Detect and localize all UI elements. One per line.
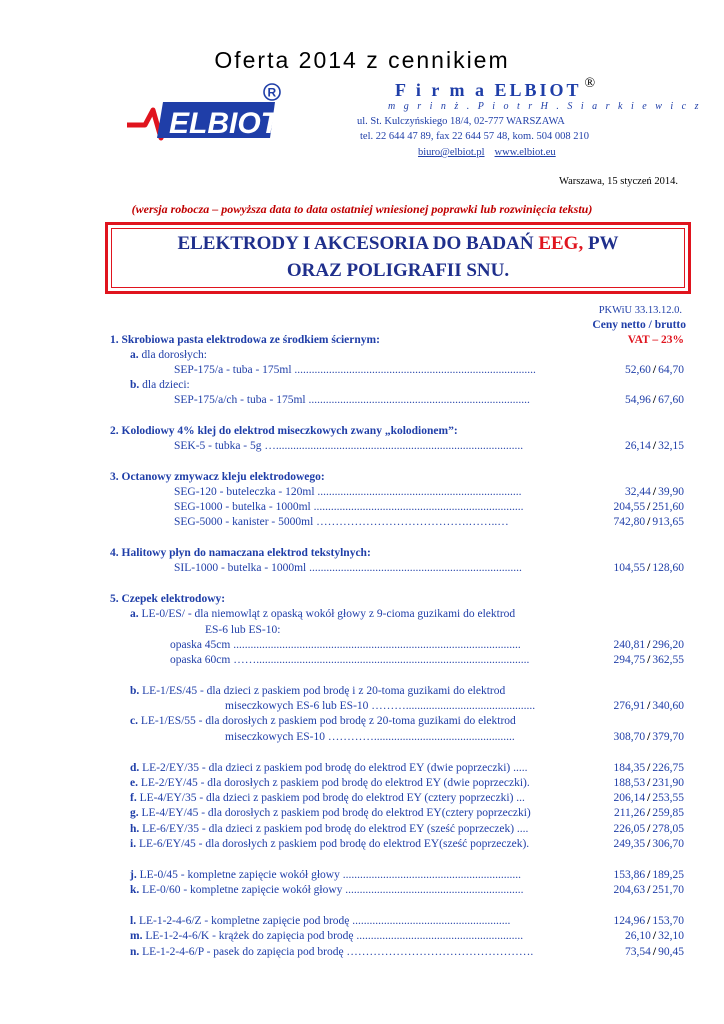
price: 206,14 / 253,55	[613, 792, 684, 804]
product-line: SEG-120 - buteleczka - 120ml .......................................................................	[174, 486, 522, 498]
list-item: k. LE-0/60 - kompletne zapięcie wokół głowy ..............................................................	[130, 884, 524, 896]
list-item: m. LE-1-2-4-6/K - krążek do zapięcia pod brodę ..........................................................	[130, 930, 524, 942]
price: 742,80 / 913,65	[613, 516, 684, 528]
section-heading: 3. Octanowy zmywacz kleju elektrodowego:	[110, 471, 325, 483]
price: 26,14 / 32,15	[625, 440, 684, 452]
price: 211,26 / 259,85	[613, 807, 684, 819]
list-item: a. dla dorosłych:	[130, 349, 207, 361]
list-item: d. LE-2/EY/35 - dla dzieci z paskiem pod brodę do elektrod EY (dwie poprzeczki) .....	[130, 762, 528, 774]
price: 276,91 / 340,60	[613, 700, 684, 712]
product-line: SEG-1000 - butelka - 1000ml .........................................................................	[174, 501, 524, 513]
list-item: g. LE-4/EY/45 - dla dorosłych z paskiem pod brodę do elektrod EY(cztery poprzeczki)	[130, 807, 531, 819]
svg-text:R: R	[267, 85, 277, 100]
price: 204,55 / 251,60	[613, 501, 684, 513]
headline-line1: ELEKTRODY I AKCESORIA DO BADAŃ EEG, PW	[177, 233, 619, 254]
section-heading: 4. Halitowy płyn do namaczana elektrod tekstylnych:	[110, 547, 371, 559]
list-item: e. LE-2/EY/45 - dla dorosłych z paskiem pod brodę do elektrod EY (dwie poprzeczki).	[130, 777, 530, 789]
section-heading: 1. Skrobiowa pasta elektrodowa ze środkiem ściernym:	[110, 334, 380, 346]
headline-box	[105, 222, 691, 294]
price: 124,96 / 153,70	[613, 915, 684, 927]
firm-name: F i r m a ELBIOT ®	[395, 76, 599, 100]
list-item: a. LE-0/ES/ - dla niemowląt z opaską wokół głowy z 9-cioma guzikami do elektrod	[130, 608, 516, 620]
logo-text: ELBIOT	[169, 107, 279, 140]
registered-mark: ®	[584, 76, 599, 91]
list-item: f. LE-4/EY/35 - dla dzieci z paskiem pod brodę do elektrod EY (cztery poprzeczki) ...	[130, 792, 525, 804]
product-line: SEG-5000 - kanister - 5000ml ………………………………….……..…	[174, 516, 509, 528]
list-item: j. LE-0/45 - kompletne zapięcie wokół głowy ..............................................................	[130, 869, 521, 881]
product-line: SEP-175/a/ch - tuba - 175ml .............................................................................	[174, 394, 530, 406]
price: 52,60 / 64,70	[625, 364, 684, 376]
price: 204,63 / 251,70	[613, 884, 684, 896]
list-item: l. LE-1-2-4-6/Z - kompletne zapięcie pod brodę .......................................................	[130, 915, 511, 927]
price: 104,55 / 128,60	[613, 562, 684, 574]
list-item-cont: ES-6 lub ES-10:	[205, 624, 281, 636]
product-line: miseczkowych ES-6 lub ES-10 ……….............................................	[225, 700, 536, 712]
list-item: c. LE-1/ES/55 - dla dorosłych z paskiem pod brodę z 20-toma guzikami do elektrod	[130, 715, 516, 727]
price: 26,10 / 32,10	[625, 930, 684, 942]
elbiot-logo	[125, 80, 285, 150]
document-date: Warszawa, 15 styczeń 2014.	[559, 176, 678, 187]
price: 249,35 / 306,70	[613, 838, 684, 850]
product-line: miseczkowych ES-10 ………….................................................	[225, 731, 515, 743]
price: 153,86 / 189,25	[613, 869, 684, 881]
contact-phones: tel. 22 644 47 89, fax 22 644 57 48, kom. 504 008 210	[360, 131, 589, 142]
person-name: m g r i n ż . P i o t r H . S i a r k i e w i c z	[388, 101, 702, 112]
price: 226,05 / 278,05	[613, 823, 684, 835]
prices-label: Ceny netto / brutto	[592, 319, 686, 331]
pkwiu-code: PKWiU 33.13.12.0.	[598, 305, 682, 316]
list-item: b. LE-1/ES/45 - dla dzieci z paskiem pod brodę i z 20-toma guzikami do elektrod	[130, 685, 506, 697]
price: 188,53 / 231,90	[613, 777, 684, 789]
product-line: SEK-5 - tubka - 5g …......................................................................................	[174, 440, 524, 452]
price: 73,54 / 90,45	[625, 946, 684, 958]
product-line: SEP-175/a - tuba - 175ml ....................................................................................	[174, 364, 536, 376]
headline-line2: ORAZ POLIGRAFII SNU.	[286, 260, 510, 281]
product-line: SIL-1000 - butelka - 1000ml ..........................................................................	[174, 562, 522, 574]
list-item: i. LE-6/EY/45 - dla dorosłych z paskiem pod brodę do elektrod EY(sześć poprzeczek).	[130, 838, 530, 850]
section-heading: 2. Kolodiowy 4% klej do elektrod miseczkowych zwany „kolodionem”:	[110, 425, 458, 437]
www-link[interactable]: www.elbiot.eu	[494, 147, 556, 158]
contact-links	[418, 147, 566, 158]
price: 240,81 / 296,20	[613, 639, 684, 651]
price: 54,96 / 67,60	[625, 394, 684, 406]
draft-note: (wersja robocza – powyższa data to data ostatniej wniesionej poprawki lub rozwinięcia tekstu)	[131, 202, 593, 216]
address: ul. St. Kulczyńskiego 18/4, 02-777 WARSZAWA	[357, 116, 565, 127]
price: 308,70 / 379,70	[613, 731, 684, 743]
product-line: opaska 60cm ……...............................................................................................	[170, 654, 530, 666]
list-item: h. LE-6/EY/35 - dla dzieci z paskiem pod brodę do elektrod EY (sześć poprzeczek) ....	[130, 823, 529, 835]
list-item: n. LE-1-2-4-6/P - pasek do zapięcia pod brodę ………………………………………….	[130, 946, 534, 958]
price: 32,44 / 39,90	[625, 486, 684, 498]
section-heading: 5. Czepek elektrodowy:	[110, 593, 226, 605]
email-link[interactable]: biuro@elbiot.pl	[418, 147, 485, 158]
price: 184,35 / 226,75	[613, 762, 684, 774]
vat-label: VAT – 23%	[627, 334, 684, 346]
list-item: b. dla dzieci:	[130, 379, 190, 391]
page-title: Oferta 2014 z cennikiem	[214, 47, 510, 73]
price: 294,75 / 362,55	[613, 654, 684, 666]
product-line: opaska 45cm ....................................................................................................	[170, 639, 521, 651]
